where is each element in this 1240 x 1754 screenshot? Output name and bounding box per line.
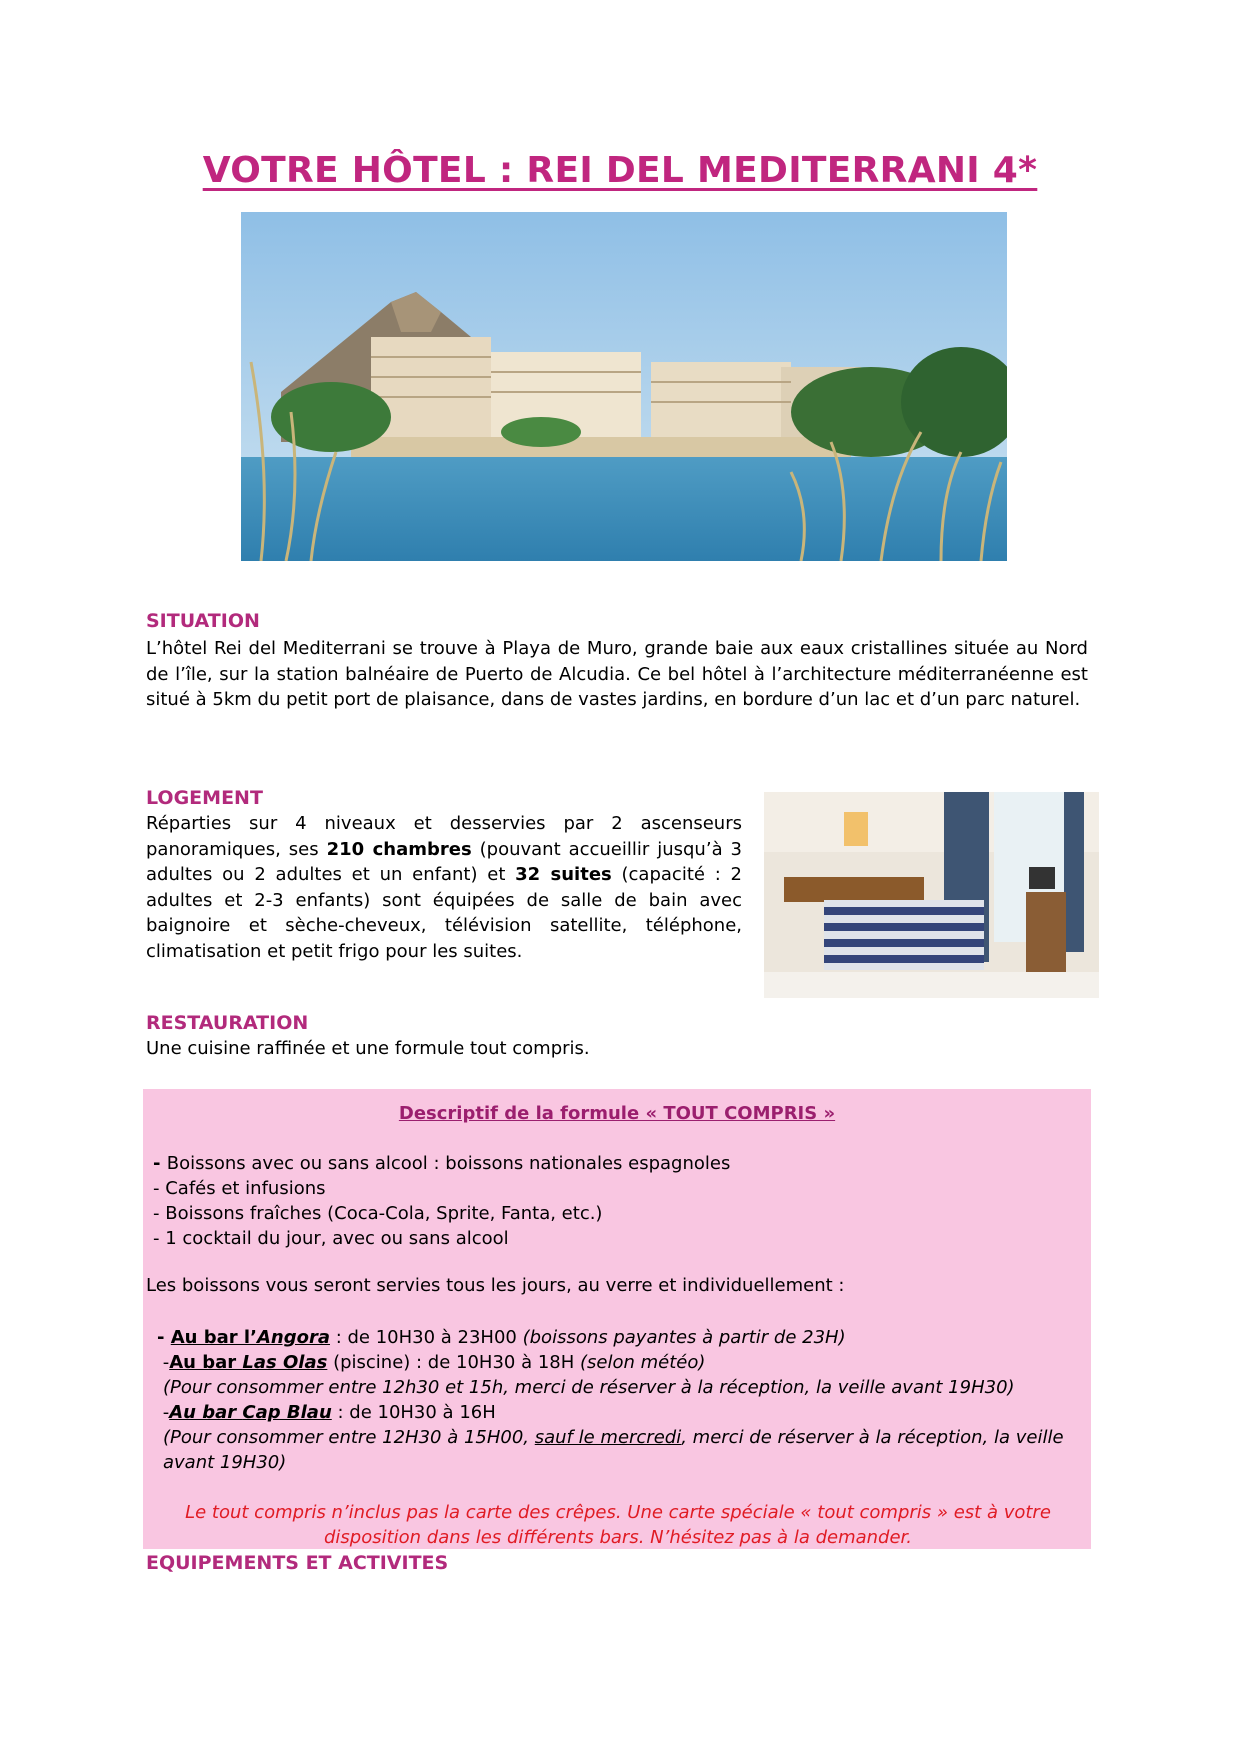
bar-cap-blau: -Au bar Cap Blau : de 10H30 à 16H bbox=[157, 1402, 496, 1423]
page-title: VOTRE HÔTEL : REI DEL MEDITERRANI 4* bbox=[202, 150, 1038, 191]
list-item: - Boissons avec ou sans alcool : boissons nationales espagnoles bbox=[153, 1153, 731, 1174]
equipements-heading: EQUIPEMENTS ET ACTIVITES bbox=[146, 1552, 449, 1574]
list-item: - Cafés et infusions bbox=[153, 1178, 326, 1199]
situation-text: L’hôtel Rei del Mediterrani se trouve à Playa de Muro, grande baie aux eaux cristallines située au Nord de l’île, sur la station balnéaire de Puerto de Alcudia. Ce bel hôtel à l’architecture méditerranéenne est situé à 5km du petit port de plaisance, dans de vastes jardins, en bordure d’un lac et d’un parc naturel. bbox=[146, 638, 1088, 710]
situation-heading: SITUATION bbox=[146, 610, 260, 632]
list-item: - 1 cocktail du jour, avec ou sans alcool bbox=[153, 1228, 509, 1249]
formula-title: Descriptif de la formule « TOUT COMPRIS » bbox=[398, 1103, 836, 1124]
restauration-text: Une cuisine raffinée et une formule tout compris. bbox=[146, 1038, 590, 1059]
bars-list bbox=[157, 1325, 1087, 1475]
bar-las-olas-note: (Pour consommer entre 12h30 et 15h, merci de réserver à la réception, la veille avant 19H30) bbox=[163, 1377, 1015, 1398]
suites-count: 32 suites bbox=[515, 864, 612, 885]
bar-cap-blau-note: (Pour consommer entre 12H30 à 15H00, sauf le mercredi, merci de réserver à la réception, la veille avant 19H30) bbox=[163, 1427, 1064, 1473]
list-item: - Boissons fraîches (Coca-Cola, Sprite, Fanta, etc.) bbox=[153, 1203, 603, 1224]
logement-text: Réparties sur 4 niveaux et desservies par 2 ascenseurs panoramiques, ses 210 chambres (pouvant accueillir jusqu’à 3 adultes ou 2 adultes et un enfant) et 32 suites (capacité : 2 adultes et 2-3 enfants) sont équipées de salle de bain avec baignoire et sèche-cheveux, télévision satellite, téléphone, climatisation et petit frigo pour les suites. bbox=[146, 813, 742, 962]
hotel-lake-photo bbox=[241, 212, 1007, 561]
formula-list bbox=[153, 1151, 730, 1251]
formula-intro: Les boissons vous seront servies tous les jours, au verre et individuellement : bbox=[146, 1275, 845, 1296]
bar-angora: - Au bar l’Angora : de 10H30 à 23H00 (boissons payantes à partir de 23H) bbox=[157, 1327, 846, 1348]
rooms-count: 210 chambres bbox=[326, 838, 472, 860]
formula-warning: Le tout compris n’inclus pas la carte des crêpes. Une carte spéciale « tout compris » est à votre disposition dans les différents bars. N’hésitez pas à la demander. bbox=[185, 1502, 1051, 1548]
logement-heading: LOGEMENT bbox=[146, 787, 263, 809]
bar-las-olas: -Au bar Las Olas (piscine) : de 10H30 à 18H (selon météo) bbox=[157, 1352, 706, 1373]
bedroom-photo bbox=[764, 792, 1099, 998]
formula-box bbox=[143, 1089, 1091, 1549]
restauration-heading: RESTAURATION bbox=[146, 1012, 309, 1034]
